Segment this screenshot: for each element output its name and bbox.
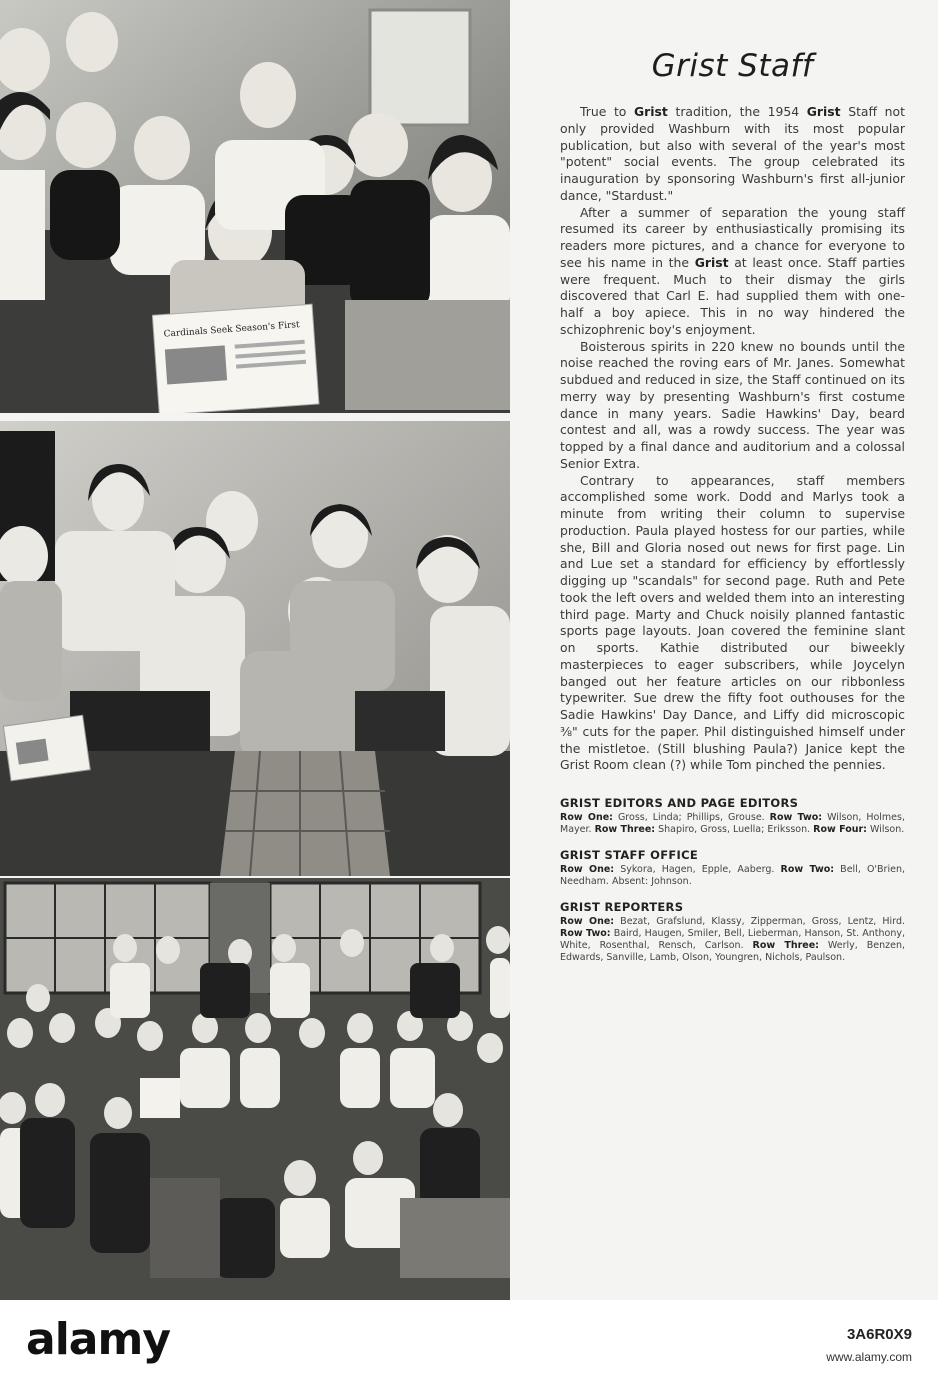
article-paragraph: Boisterous spirits in 220 knew no bounds until the noise reached the roving ears of Mr. Janes. Somewhat subdued and reduced in size, the Staff continued on its merry way by presenting Washburn's first costume dance in many years. Sadie Hawkins' Day, beard contest and all, was a rowdy success. The year was topped by a final dance and auditorium and a colossal Senior Extra. bbox=[560, 338, 905, 471]
credit-heading: GRIST REPORTERS bbox=[560, 900, 684, 914]
bold-text: Row Four: bbox=[813, 824, 867, 835]
stock-footer bbox=[0, 1300, 938, 1390]
credit-names: Row One: Bezat, Grafslund, Klassy, Zipperman, Gross, Lentz, Hird. Row Two: Baird, Haugen, Smiler, Bell, Lieberman, Hanson, St. Anthony, White, Rosenthal, Rensch, Carlson. Row Three: Werly, Benzen, Edwards, Sanville, Lamb, Olson, Youngren, Nichols, Paulson. bbox=[560, 916, 906, 963]
staff-photo-middle bbox=[0, 421, 510, 876]
image-id: 3A6R0X9 bbox=[846, 1326, 912, 1343]
alamy-logo[interactable]: alamy bbox=[26, 1314, 170, 1365]
bold-text: Row Two: bbox=[560, 928, 611, 939]
credit-names: Row One: Sykora, Hagen, Epple, Aaberg. Row Two: Bell, O'Brien, Needham. Absent: Johnson. bbox=[560, 864, 905, 887]
credit-names: Row One: Gross, Linda; Phillips, Grouse. Row Two: Wilson, Holmes, Mayer. Row Three: Shapiro, Gross, Luella; Eriksson. Row Four: Wilson. bbox=[560, 812, 905, 835]
bold-text: Grist bbox=[806, 104, 841, 119]
credit-heading: GRIST STAFF OFFICE bbox=[560, 848, 699, 862]
article-column bbox=[560, 40, 905, 964]
bold-text: Row Three: bbox=[752, 940, 819, 951]
article-body bbox=[560, 104, 905, 774]
credit-block bbox=[560, 796, 905, 836]
bold-text: Row One: bbox=[560, 812, 613, 823]
staff-photo-bottom-image bbox=[0, 878, 510, 1300]
staff-photo-top bbox=[0, 0, 510, 413]
bold-text: Row Two: bbox=[780, 864, 835, 875]
bold-text: Row One: bbox=[560, 864, 615, 875]
footer-info bbox=[826, 1324, 912, 1368]
staff-photo-middle-image bbox=[0, 421, 510, 876]
bold-text: Row Three: bbox=[594, 824, 656, 835]
credit-block bbox=[560, 900, 905, 964]
bold-text: Grist bbox=[694, 254, 729, 270]
bold-text: Row One: bbox=[560, 916, 615, 927]
site-url[interactable]: www.alamy.com bbox=[826, 1350, 912, 1364]
article-paragraph: Contrary to appearances, staff members accomplished some work. Dodd and Marlys took a minute from writing their column to supervise production. Paula played hostess for our parties, while she, Bill and Gloria nosed out news for first page. Lin and Lue set a standard for efficiency by effortlessly digging up "scandals" for second page. Ruth and Pete took the left overs and welded them into an interesting third page. Marty and Chuck noisily planned fantastic sports page layouts. Joan covered the feminine slant on sports. Kathie distributed our biweekly masterpieces to eager subscribers, while Joycelyn banged out her feature articles on our ribbonless typewriter. Sue drew the fifty foot outhouses for the Sadie Hawkins' Day Dance, and Liffy did microscopic ⅜" cuts for the paper. Phil distinguished himself under the mistletoe. (Still blushing Paula?) Janice kept the Grist Room clean (?) while Tom pinched the pennies. bbox=[560, 472, 905, 773]
credit-heading: GRIST EDITORS AND PAGE EDITORS bbox=[560, 796, 799, 810]
bold-text: Grist bbox=[634, 104, 668, 119]
article-paragraph: True to Grist tradition, the 1954 Grist Staff not only provided Washburn with its most popular publication, but also with several of the year's most "potent" social events. The group celebrated its inauguration by sponsoring Washburn's first all-junior dance, "Stardust." bbox=[560, 104, 905, 203]
photo-credits bbox=[560, 796, 905, 964]
newspaper-headline: Cardinals Seek Season's First bbox=[163, 320, 300, 340]
article-title: Grist Staff bbox=[651, 48, 814, 84]
article-paragraph: After a summer of separation the young staff resumed its career by enthusiastically promising its readers more pictures, and a chance for everyone to see his name in the Grist at least once. Staff parties were frequent. Much to their dismay the girls discovered that Carl E. had supplied them with one-half a boy apiece. This in no way hindered the schizophrenic boy's enjoyment. bbox=[560, 204, 905, 337]
staff-photo-top-image bbox=[0, 0, 510, 413]
photo-divider bbox=[0, 413, 510, 421]
staff-photo-bottom bbox=[0, 878, 510, 1300]
bold-text: Row Two: bbox=[769, 812, 823, 823]
credit-block bbox=[560, 848, 905, 888]
